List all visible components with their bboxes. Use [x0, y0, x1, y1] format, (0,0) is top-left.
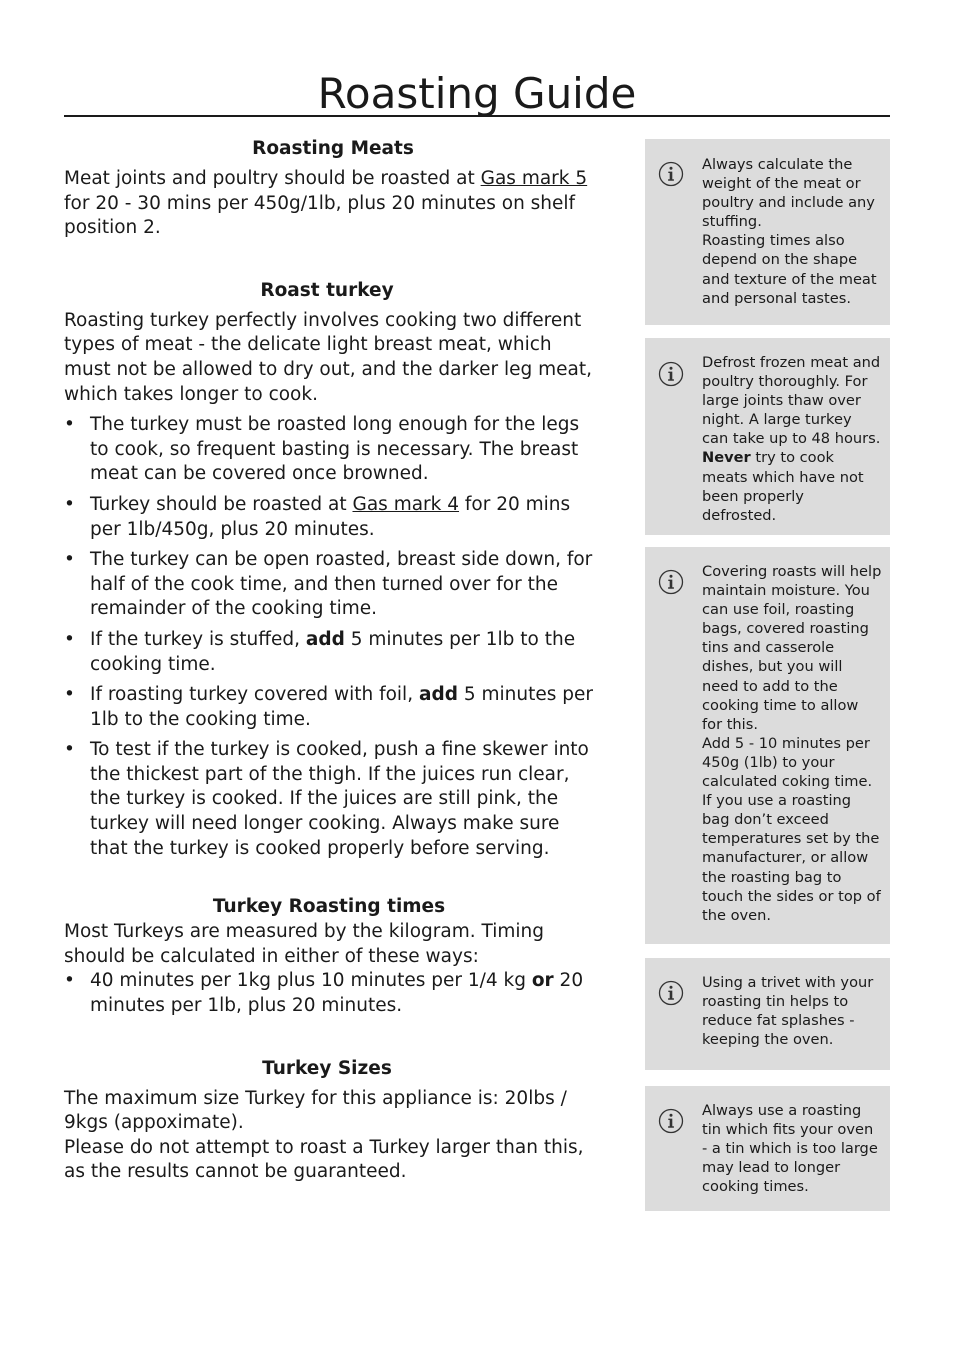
emphasis-text: Never	[702, 449, 751, 467]
roasting-meats-text-b: for 20 - 30 mins per 450g/1lb, plus 20 minutes on shelf position 2.	[64, 192, 576, 239]
roasting-meats-heading: Roasting Meats	[252, 138, 414, 159]
tip-text	[702, 155, 882, 308]
list-item	[64, 969, 602, 1018]
roasting-times-list	[64, 969, 602, 1018]
list-item: • The turkey can be open roasted, breast side down, for half of the cook time, and then turned over for the remainder of the cooking time.	[64, 548, 602, 622]
tip-text	[702, 353, 882, 525]
tip-paragraph: Using a trivet with your roasting tin helps to reduce fat splashes - keeping the oven.	[702, 974, 874, 1049]
tip-box-trivet	[645, 958, 890, 1070]
emphasis-text: add	[418, 684, 458, 706]
tip-text-segment: try to cook meats which have not been properly defrosted.	[702, 449, 864, 524]
tip-text	[702, 1101, 882, 1196]
info-icon	[658, 980, 684, 1006]
info-icon	[658, 361, 684, 387]
roast-turkey-intro: Roasting turkey perfectly involves cooking two different types of meat - the delicate light breast meat, which must not be allowed to dry out, and the darker leg meat, which takes longer to cook.	[64, 309, 593, 405]
title-divider	[64, 115, 890, 117]
turkey-sizes-paragraph-1: The maximum size Turkey for this appliance is: 20lbs / 9kgs (appoximate).	[64, 1087, 567, 1134]
list-item	[64, 493, 602, 542]
main-column	[64, 136, 602, 1185]
roasting-meats-text-a: Meat joints and poultry should be roasted at	[64, 168, 481, 189]
list-item-text: If roasting turkey covered with foil,	[90, 684, 419, 706]
tip-box-weight	[645, 139, 890, 325]
tip-paragraph: Add 5 - 10 minutes per 450g (1lb) to your calculated coking time.	[702, 734, 873, 791]
list-item-text: 40 minutes per 1kg plus 10 minutes per 1/4 kg	[90, 970, 532, 992]
list-item-text: for 20 mins per 1lb/450g, plus 20 minutes.	[90, 493, 571, 540]
tip-paragraph: If you use a roasting bag don’t exceed temperatures set by the manufacturer, or allow the roasting bag to touch the sides or top of the oven.	[702, 792, 881, 924]
list-item-text: 20 minutes per 1lb, plus 20 minutes.	[90, 970, 584, 1017]
list-item-text: 5 minutes per 1lb to the cooking time.	[90, 684, 593, 730]
tip-paragraph: Always calculate the weight of the meat or poultry and include any stuffing.	[702, 156, 875, 231]
roast-turkey-list	[64, 413, 602, 861]
roast-turkey-heading: Roast turkey	[260, 279, 394, 301]
roasting-times-intro: Most Turkeys are measured by the kilogram. Timing should be calculated in either of these ways:	[64, 921, 544, 967]
list-item-text: 5 minutes per 1lb to the cooking time.	[90, 628, 576, 675]
roasting-times-heading: Turkey Roasting times	[212, 896, 446, 918]
emphasis-text: add	[305, 628, 345, 650]
list-item-text: If the turkey is stuffed,	[90, 628, 306, 650]
list-item: • The turkey must be roasted long enough for the legs to cook, so frequent basting is necessary. The breast meat can be covered once browned.	[64, 413, 602, 487]
info-icon	[658, 161, 684, 187]
list-item	[64, 628, 602, 677]
tip-paragraph: Roasting times also depend on the shape and texture of the meat and personal tastes.	[702, 232, 877, 307]
tip-paragraph: Covering roasts will help maintain moisture. You can use foil, roasting bags, covered roasting tins and casserole dishes, but you will need to add to the cooking time to allow for this.	[702, 563, 882, 733]
tip-box-covering	[645, 547, 890, 944]
tip-box-tin-size	[645, 1086, 890, 1211]
list-item	[64, 683, 602, 732]
info-icon	[658, 569, 684, 595]
tip-paragraph: Always use a roasting tin which fits your oven - a tin which is too large may lead to longer cooking times.	[702, 1102, 878, 1196]
list-item-text: Turkey should be roasted at	[90, 493, 353, 515]
gas-mark-4-text: Gas mark 4	[352, 493, 460, 515]
roasting-meats-paragraph	[64, 167, 602, 241]
emphasis-text: or	[531, 970, 554, 992]
tip-box-defrost	[645, 338, 890, 535]
gas-mark-5-text: Gas mark 5	[480, 168, 588, 189]
turkey-sizes-heading: Turkey Sizes	[262, 1057, 392, 1079]
tip-text-segment: Defrost frozen meat and poultry thoroughly. For large joints thaw over night. A large turkey can take up to 48 hours.	[702, 354, 881, 448]
tip-text	[702, 973, 882, 1049]
list-item: • To test if the turkey is cooked, push a fine skewer into the thickest part of the thigh. If the juices run clear, the turkey is cooked. If the juices are still pink, the turkey will need longer cooking. Always make sure that the turkey is cooked properly before serving.	[64, 738, 602, 861]
tip-text	[702, 562, 882, 925]
tip-paragraph	[702, 353, 882, 525]
page-title: Roasting Guide	[317, 69, 637, 118]
info-icon	[658, 1108, 684, 1134]
turkey-sizes-paragraph-2: Please do not attempt to roast a Turkey larger than this, as the results cannot be guaranteed.	[64, 1136, 584, 1183]
